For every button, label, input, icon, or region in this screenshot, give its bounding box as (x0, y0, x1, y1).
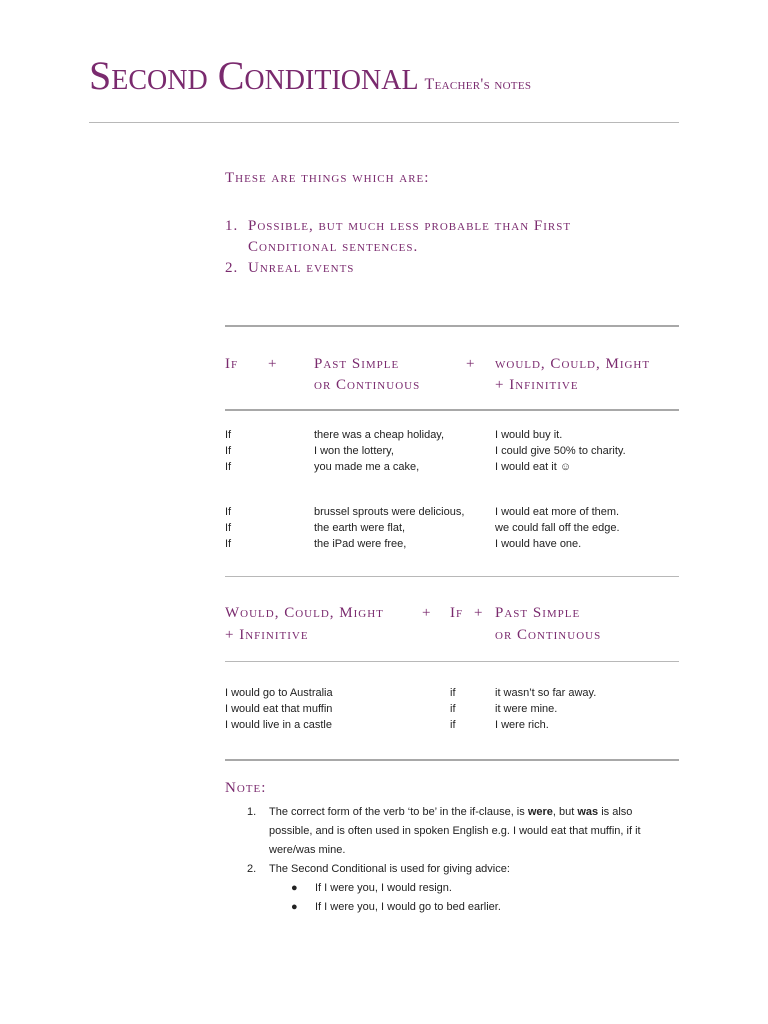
s2-header-would-could-might: Would, Could, Might (225, 605, 384, 621)
s1-header-past-simple: Past Simple (314, 356, 400, 372)
s1-row-if: If (225, 461, 232, 473)
s2-row-result: I would live in a castle (225, 719, 332, 731)
bullet-dot-icon: ● (291, 901, 298, 913)
s2-row-condition: it were mine. (495, 703, 558, 715)
note-text: The Second Conditional is used for giving advice: (269, 863, 510, 875)
s1-header-if: If (225, 356, 239, 372)
s1-row-condition: there was a cheap holiday, (314, 429, 445, 441)
section1-top-rule (225, 325, 679, 327)
s2-row-if: if (450, 687, 456, 699)
note-item-number: 1. (247, 806, 257, 818)
s2-row-result: I would go to Australia (225, 687, 333, 699)
s1-row-if: If (225, 522, 232, 534)
note-item (225, 803, 675, 860)
note-text: , but (552, 806, 578, 818)
s2-row-if: if (450, 703, 456, 715)
note-text: The correct form of the verb ‘to be’ in the if-clause, is (269, 806, 528, 818)
s2-row-condition: I were rich. (495, 719, 549, 731)
intro-item-number: 1. (225, 218, 239, 234)
s1-row-condition: brussel sprouts were delicious, (314, 506, 465, 518)
s1-row-if: If (225, 445, 232, 457)
intro-item (225, 258, 685, 279)
note-title: Note: (225, 780, 267, 796)
note-list (225, 803, 675, 917)
intro-item-text: Unreal events (248, 260, 355, 276)
s1-header-infinitive: + Infinitive (495, 377, 579, 393)
s1-row-result: I would buy it. (495, 429, 563, 441)
s2-row-if: if (450, 719, 456, 731)
title-main: Second Conditional (89, 53, 419, 98)
s1-header-or-continuous: or Continuous (314, 377, 421, 393)
s1-row-condition: I won the lottery, (314, 445, 394, 457)
s2-header-plus: + (474, 605, 484, 621)
intro-section (225, 168, 685, 279)
note-bold-was: was (577, 806, 599, 818)
section2-header-rule (225, 661, 679, 662)
note-text: is also possible, and is often used in spoken English e.g. I would eat that muffin, if it were/was mine. (269, 806, 641, 856)
s2-header-plus: + (422, 605, 432, 621)
s1-row-result: I would have one. (495, 538, 582, 550)
note-item (225, 860, 675, 879)
note-item-number: 2. (247, 863, 257, 875)
s1-row-result: we could fall off the edge. (495, 522, 620, 534)
s1-row-result: I would eat it ☺ (495, 461, 572, 473)
intro-item (225, 216, 685, 258)
s1-header-plus: + (466, 356, 476, 372)
intro-lead: These are things which are: (225, 170, 430, 186)
intro-item-text: Possible, but much less probable than First (248, 218, 572, 234)
advice-bullet (225, 898, 675, 917)
s1-row-result: I would eat more of them. (495, 506, 620, 518)
bullet-dot-icon: ● (291, 882, 298, 894)
section2-top-rule (225, 576, 679, 577)
s1-row-if: If (225, 429, 232, 441)
s2-header-if: If (450, 605, 464, 621)
intro-item-text-cont: Conditional sentences. (248, 239, 419, 255)
section2-bottom-rule (225, 759, 679, 761)
s1-header-plus: + (268, 356, 278, 372)
advice-bullet (225, 879, 675, 898)
title-subtitle: Teacher's notes (424, 76, 532, 93)
s2-header-past-simple: Past Simple (495, 605, 581, 621)
s1-row-condition: the earth were flat, (314, 522, 406, 534)
s2-header-or-continuous: or Continuous (495, 627, 602, 643)
s2-header-infinitive: + Infinitive (225, 627, 309, 643)
s2-row-condition: it wasn’t so far away. (495, 687, 597, 699)
s1-row-condition: you made me a cake, (314, 461, 420, 473)
section1-header-rule (225, 409, 679, 411)
s1-row-if: If (225, 538, 232, 550)
intro-list (225, 216, 685, 279)
bullet-text: If I were you, I would go to bed earlier. (315, 901, 501, 913)
intro-item-number: 2. (225, 260, 239, 276)
page-title (89, 52, 531, 109)
s1-row-result: I could give 50% to charity. (495, 445, 626, 457)
s1-header-would-could-might: would, Could, Might (495, 356, 651, 372)
bullet-text: If I were you, I would resign. (315, 882, 452, 894)
title-divider (89, 122, 679, 123)
s2-row-result: I would eat that muffin (225, 703, 333, 715)
note-bold-were: were (527, 806, 553, 818)
s1-row-if: If (225, 506, 232, 518)
s1-row-condition: the iPad were free, (314, 538, 407, 550)
